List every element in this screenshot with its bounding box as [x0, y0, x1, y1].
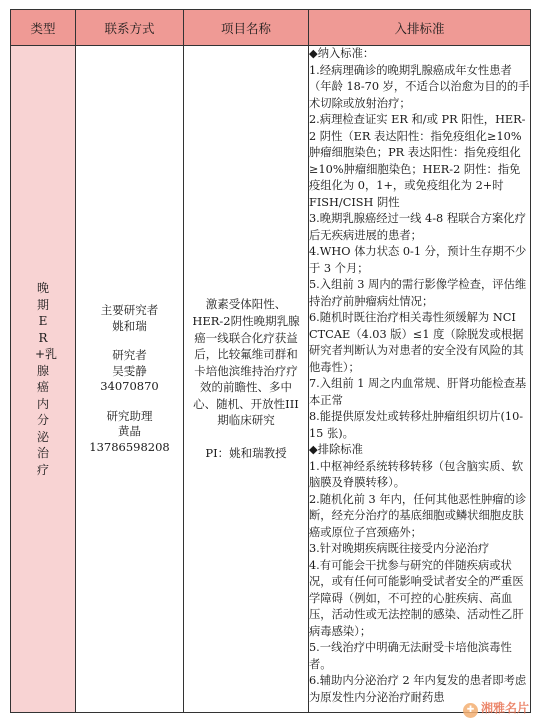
contact-name: 吴雯静	[112, 363, 147, 378]
inclusion-item: 4.WHO 体力状态 0-1 分，预计生存期不少于 3 个月；	[309, 245, 527, 275]
watermark-text: 湘雅名片	[480, 701, 529, 715]
project-pi: PI：姚和瑞教授	[205, 446, 287, 461]
header-type: 类型	[11, 10, 76, 46]
contact-name: 姚和瑞	[112, 318, 147, 333]
project-cell	[184, 46, 309, 713]
contact-role: 研究者	[112, 348, 147, 362]
contact-investigator	[76, 348, 183, 395]
header-criteria: 入排标准	[309, 10, 531, 46]
trial-row	[11, 46, 531, 713]
exclusion-item: 3.针对晚期疾病既往接受内分泌治疗	[309, 542, 490, 555]
exclusion-item: 1.中枢神经系统转移转移（包含脑实质、软脑膜及脊膜转移）。	[309, 459, 524, 489]
inclusion-item: 6.随机时既往治疗相关毒性须缓解为 NCI CTCAE（4.03 版）≤1 度（除脱发或根据研究者判断认为对患者的安全没有风险的其他毒性）；	[309, 311, 524, 374]
contact-role: 研究助理	[106, 408, 153, 423]
project-description: 激素受体阳性、HER-2阴性晚期乳腺癌一线联合化疗获益后，比较氟维司群和卡培他滨维持治疗疗效的前瞻性、多中心、随机、开放性III期临床研究	[192, 297, 300, 428]
exclusion-item: 6.辅助内分泌治疗 2 年内复发的患者即考虑为原发性内分泌治疗耐药患	[309, 674, 527, 704]
header-contact: 联系方式	[76, 10, 184, 46]
contact-pi	[76, 303, 183, 334]
exclusion-item: 4.有可能会干扰参与研究的伴随疾病或状况，或有任何可能影响受试者安全的严重医学障碍（例如，不可控的心脏疾病、高血压，活动性或无法控制的感染、活动性乙肝病毒感染）；	[309, 558, 524, 638]
criteria-cell	[309, 46, 531, 713]
watermark-logo-icon: ✚	[463, 703, 478, 718]
inclusion-item: 5.入组前 3 周内的需行影像学检查，评估维持治疗前肿瘤病灶情况；	[309, 278, 527, 308]
inclusion-item: 7.入组前 1 周之内血常规、肝肾功能检查基本正常	[309, 377, 527, 407]
exclusion-item: 2.随机化前 3 年内，任何其他恶性肿瘤的诊断，经充分治疗的基底细胞或鳞状细胞皮肤癌或原位子宫颈癌外；	[309, 492, 527, 539]
contact-phone: 13786598208	[89, 439, 170, 454]
inclusion-item: 1.经病理确诊的晚期乳腺癌成年女性患者（年龄 18-70 岁，不适合以治愈为目的的手术切除或放射治疗；	[309, 63, 530, 110]
inclusion-item: 3.晚期乳腺癌经过一线 4-8 程联合方案化疗后无疾病进展的患者；	[309, 212, 526, 242]
contact-name: 黄晶	[118, 424, 141, 438]
inclusion-item: 2.病理检查证实 ER 和/或 PR 阳性，HER-2 阴性（ER 表达阳性：指免疫组化≥10%肿瘤细胞染色；PR 表达阳性：指免疫组化≥10%肿瘤细胞染色；HER-2 阴性：指免疫组化为 0，1+，或免疫组化为 2+时 FISH/CISH 阴性	[309, 113, 526, 209]
contact-cell	[76, 46, 184, 713]
watermark	[463, 699, 529, 718]
inclusion-title: ◆纳入标准：	[309, 47, 375, 60]
type-cell	[11, 46, 76, 713]
exclusion-title: ◆排除标准	[309, 443, 363, 456]
contact-role: 主要研究者	[100, 303, 159, 317]
inclusion-item: 8.能提供原发灶或转移灶肿瘤组织切片(10-15 张)。	[309, 410, 524, 440]
contact-phone: 34070870	[100, 379, 159, 393]
exclusion-item: 5.一线治疗中明确无法耐受卡培他滨毒性者。	[309, 641, 512, 671]
contact-assistant	[76, 409, 183, 456]
header-row	[11, 10, 531, 46]
trial-table	[10, 9, 531, 713]
header-project: 项目名称	[184, 10, 309, 46]
type-label: 晚期ER+乳腺癌内分泌治疗	[35, 281, 58, 477]
